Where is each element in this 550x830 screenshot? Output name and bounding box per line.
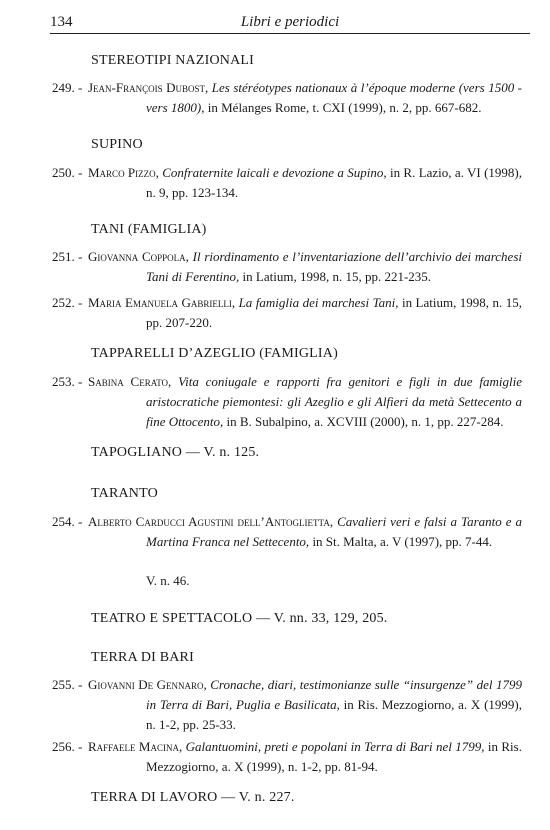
section-heading-terra-di-lavoro: TERRA DI LAVORO — V. n. 227.	[91, 790, 295, 805]
section-heading-tani: TANI (FAMIGLIA)	[91, 222, 207, 237]
entry-author: Giovanna Coppola,	[88, 249, 189, 264]
page-header	[50, 12, 530, 34]
entry-body	[88, 512, 522, 552]
entry-251	[52, 247, 522, 287]
entry-body	[88, 372, 522, 432]
entry-author: Sabina Cerato,	[88, 374, 172, 389]
entry-citation: in B. Subalpino, a. XCVIII (2000), n. 1, pp. 227-284.	[223, 414, 504, 429]
page-number: 134	[50, 14, 73, 30]
entry-number: 254. -	[52, 514, 83, 529]
entry-author: Maria Emanuela Gabrielli,	[88, 295, 236, 310]
entry-title: La famiglia dei marchesi Tani,	[238, 295, 399, 310]
entry-citation: in Ris. Mezzogiorno, a. X (1999), n. 1-2, pp. 25-33.	[146, 697, 522, 732]
entry-254-see-also: V. n. 46.	[146, 573, 190, 588]
section-heading-teatro: TEATRO E SPETTACOLO — V. nn. 33, 129, 205.	[91, 611, 388, 626]
section-heading-terra-di-bari: TERRA DI BARI	[91, 650, 194, 665]
section-heading-tapparelli: TAPPARELLI D’AZEGLIO (FAMIGLIA)	[91, 346, 338, 361]
entry-citation: in Ris. Mezzogiorno, a. X (1999), n. 1-2, pp. 81-94.	[146, 739, 522, 774]
entry-author: Jean-François Dubost,	[88, 80, 209, 95]
entry-number: 253. -	[52, 374, 83, 389]
entry-title: Vita coniugale e rapporti fra genitori e figli in due famiglie aristocratiche piemontesi: gli Azeglio e gli Alfieri da metà Settecento a fine Ottocento,	[146, 374, 522, 429]
entry-number: 249. -	[52, 80, 83, 95]
entry-255	[52, 675, 522, 735]
entry-title: Confraternite laicali e devozione a Supino,	[162, 165, 387, 180]
section-heading-taranto: TARANTO	[91, 486, 158, 501]
entry-body	[88, 247, 522, 287]
entry-title: Cronache, diari, testimonianze sulle “insurgenze” del 1799 in Terra di Bari, Puglia e Basilicata,	[146, 677, 522, 712]
entry-citation: in Mélanges Rome, t. CXI (1999), n. 2, pp. 667-682.	[204, 100, 482, 115]
section-heading-tapogliano: TAPOGLIANO — V. n. 125.	[91, 445, 260, 460]
entry-254	[52, 512, 522, 552]
entry-body	[88, 78, 522, 118]
entry-author: Giovanni De Gennaro,	[88, 677, 207, 692]
running-title: Libri e periodici	[240, 14, 340, 30]
entry-number: 252. -	[52, 295, 83, 310]
entry-title: Galantuomini, preti e popolani in Terra di Bari nel 1799,	[185, 739, 485, 754]
entry-number: 255. -	[52, 677, 83, 692]
entry-body	[88, 675, 522, 735]
entry-249	[52, 78, 522, 118]
entry-number: 251. -	[52, 249, 83, 264]
entry-body	[88, 163, 522, 203]
entry-author: Raffaele Macina,	[88, 739, 183, 754]
entry-number: 250. -	[52, 165, 83, 180]
section-heading-supino: SUPINO	[91, 137, 143, 152]
entry-title: Cavalieri veri e falsi a Taranto e a Martina Franca nel Settecento,	[146, 514, 522, 549]
entry-body	[88, 293, 522, 333]
entry-citation: in Latium, 1998, n. 15, pp. 207-220.	[146, 295, 523, 330]
header-rule	[50, 33, 530, 34]
entry-body	[88, 737, 522, 777]
entry-citation: in Latium, 1998, n. 15, pp. 221-235.	[239, 269, 432, 284]
entry-title: Les stéréotypes nationaux à l’époque moderne (vers 1500 - vers 1800),	[146, 80, 523, 115]
entry-256	[52, 737, 522, 777]
entry-number: 256. -	[52, 739, 83, 754]
entry-250	[52, 163, 522, 203]
section-heading-stereotipi: STEREOTIPI NAZIONALI	[91, 53, 255, 68]
entry-253	[52, 372, 522, 432]
entry-author: Marco Pizzo,	[88, 165, 159, 180]
entry-title: Il riordinamento e l’inventariazione dell’archivio dei marchesi Tani di Ferentino,	[146, 249, 522, 284]
entry-252	[52, 293, 522, 333]
entry-citation: in St. Malta, a. V (1997), pp. 7-44.	[309, 534, 493, 549]
entry-citation: in R. Lazio, a. VI (1998), n. 9, pp. 123-134.	[146, 165, 522, 200]
entry-author: Alberto Carducci Agustini dell’Antoglietta,	[88, 514, 334, 529]
